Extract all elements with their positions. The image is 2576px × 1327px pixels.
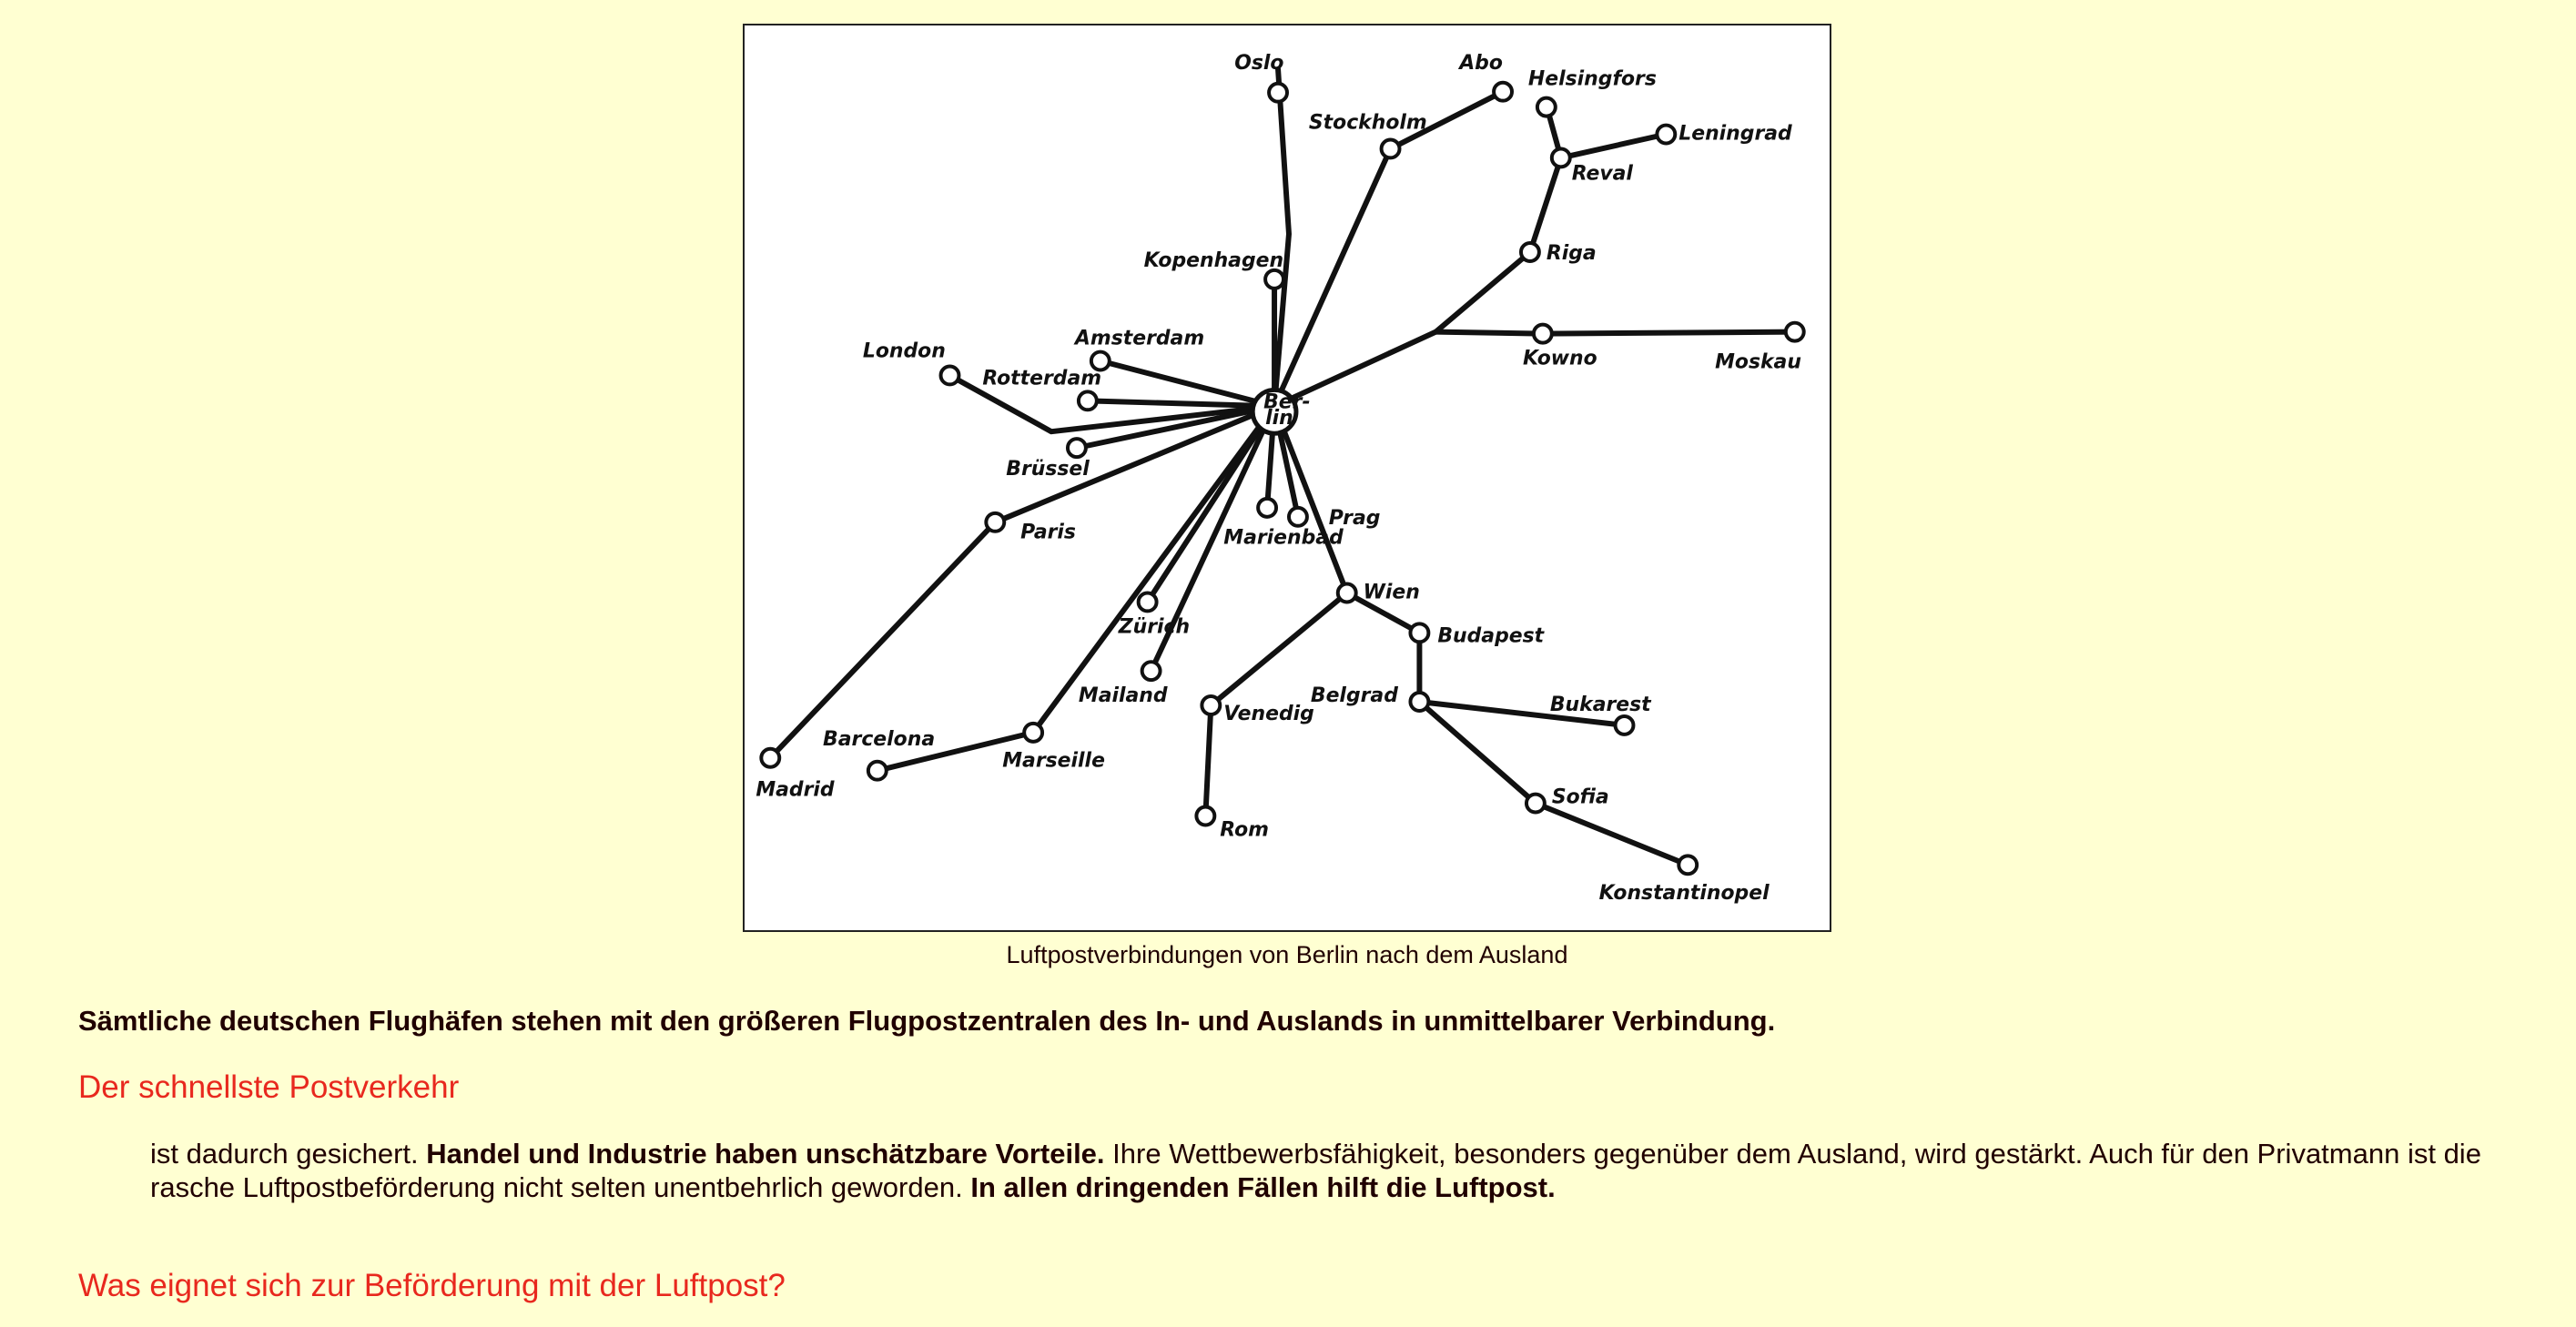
city-marker-kowno	[1534, 325, 1552, 343]
city-marker-abo	[1494, 83, 1512, 101]
city-label-budapest: Budapest	[1437, 624, 1545, 648]
city-marker-marienbad	[1258, 499, 1276, 517]
city-label-marseille: Marseille	[1002, 749, 1105, 773]
city-label-kopenhagen: Kopenhagen	[1143, 248, 1284, 272]
city-marker-riga	[1521, 243, 1539, 261]
city-label-mailand: Mailand	[1078, 684, 1168, 708]
city-label-wien: Wien	[1363, 581, 1420, 604]
city-marker-reval	[1552, 148, 1570, 167]
city-marker-marseille	[1024, 724, 1042, 742]
city-label-prag: Prag	[1328, 506, 1381, 530]
city-label-bukarest: Bukarest	[1549, 693, 1651, 716]
body-text-part-2: Ihre Wettbewerbsfähigkeit, besonders gegenüber dem Ausland, wird gestärkt. Auch für den Privatmann ist die rasche Luftpostbeförderung nicht selten unentbehrlich geworden.	[150, 1138, 2481, 1203]
city-marker-prag	[1289, 508, 1307, 526]
city-label-stockholm: Stockholm	[1308, 111, 1427, 135]
hub-label-line1: Ber-	[1263, 390, 1311, 414]
city-marker-moskau	[1786, 323, 1804, 341]
city-marker-bukarest	[1616, 716, 1634, 734]
city-marker-rotterdam	[1079, 391, 1097, 410]
city-label-reval: Reval	[1571, 162, 1633, 186]
city-marker-paris	[986, 513, 1004, 532]
section-heading-what-suits-airmail: Was eignet sich zur Beförderung mit der Luftpost?	[78, 1268, 786, 1303]
city-label-konstantinopel: Konstantinopel	[1598, 882, 1770, 906]
body-text-bold-1: Handel und Industrie haben unschätzbare Vorteile.	[426, 1138, 1105, 1170]
city-marker-venedig	[1202, 696, 1220, 714]
city-marker-bruessel	[1068, 439, 1086, 457]
city-label-belgrad: Belgrad	[1310, 684, 1398, 708]
city-label-sofia: Sofia	[1551, 785, 1609, 809]
city-label-zuerich: Zürich	[1118, 615, 1191, 639]
section-heading-fastest-mail: Der schnellste Postverkehr	[78, 1069, 460, 1105]
city-marker-barcelona	[868, 762, 887, 780]
city-label-riga: Riga	[1546, 241, 1597, 265]
city-marker-kopenhagen	[1265, 270, 1283, 289]
city-marker-london	[941, 366, 959, 384]
city-marker-mailand	[1142, 662, 1161, 680]
city-marker-leningrad	[1657, 126, 1675, 144]
city-label-paris: Paris	[1020, 521, 1076, 544]
lead-paragraph: Sämtliche deutschen Flughäfen stehen mit den größeren Flugpostzentralen des In- und Auslands in unmittelbarer Verbindung.	[78, 1005, 1776, 1037]
city-label-rotterdam: Rotterdam	[982, 367, 1102, 390]
city-marker-helsingfors	[1537, 98, 1556, 116]
city-label-leningrad: Leningrad	[1678, 122, 1792, 146]
route-sofia-konstantinopel	[1419, 702, 1688, 865]
route-wien	[1274, 406, 1347, 593]
route-moskau	[1435, 332, 1794, 334]
city-marker-sofia	[1526, 795, 1545, 813]
figure-caption: Luftpostverbindungen von Berlin nach dem Ausland	[1006, 941, 1568, 968]
city-marker-belgrad	[1410, 693, 1428, 711]
city-label-barcelona: Barcelona	[823, 727, 936, 751]
city-label-oslo: Oslo	[1234, 51, 1284, 75]
hub-berlin	[1253, 390, 1310, 433]
city-marker-zuerich	[1139, 593, 1157, 611]
city-marker-konstantinopel	[1678, 856, 1697, 874]
airmail-route-map	[743, 24, 1831, 932]
route-map-svg	[745, 25, 1830, 930]
city-labels	[756, 52, 1801, 905]
city-label-amsterdam: Amsterdam	[1074, 327, 1205, 350]
city-label-madrid: Madrid	[756, 778, 835, 802]
city-label-bruessel: Brüssel	[1006, 458, 1090, 481]
body-text-part-1: ist dadurch gesichert.	[150, 1138, 427, 1170]
city-label-marienbad: Marienbad	[1223, 526, 1344, 550]
city-markers	[761, 83, 1803, 875]
section-body-paragraph	[150, 1137, 2517, 1204]
city-label-kowno: Kowno	[1522, 347, 1597, 370]
hub-label-line2: lin	[1265, 407, 1293, 431]
city-label-london: London	[862, 339, 946, 363]
city-label-rom: Rom	[1220, 818, 1269, 842]
city-marker-oslo	[1269, 84, 1287, 102]
city-label-abo: Abo	[1459, 51, 1503, 75]
city-marker-rom	[1196, 807, 1214, 826]
city-label-moskau: Moskau	[1715, 350, 1801, 374]
city-label-helsingfors: Helsingfors	[1527, 67, 1657, 91]
city-marker-stockholm	[1382, 139, 1400, 157]
body-text-bold-2: In allen dringenden Fällen hilft die Luftpost.	[970, 1171, 1556, 1203]
city-label-venedig: Venedig	[1223, 702, 1314, 725]
city-marker-wien	[1338, 584, 1356, 603]
city-marker-budapest	[1410, 623, 1428, 642]
city-marker-madrid	[761, 749, 779, 767]
